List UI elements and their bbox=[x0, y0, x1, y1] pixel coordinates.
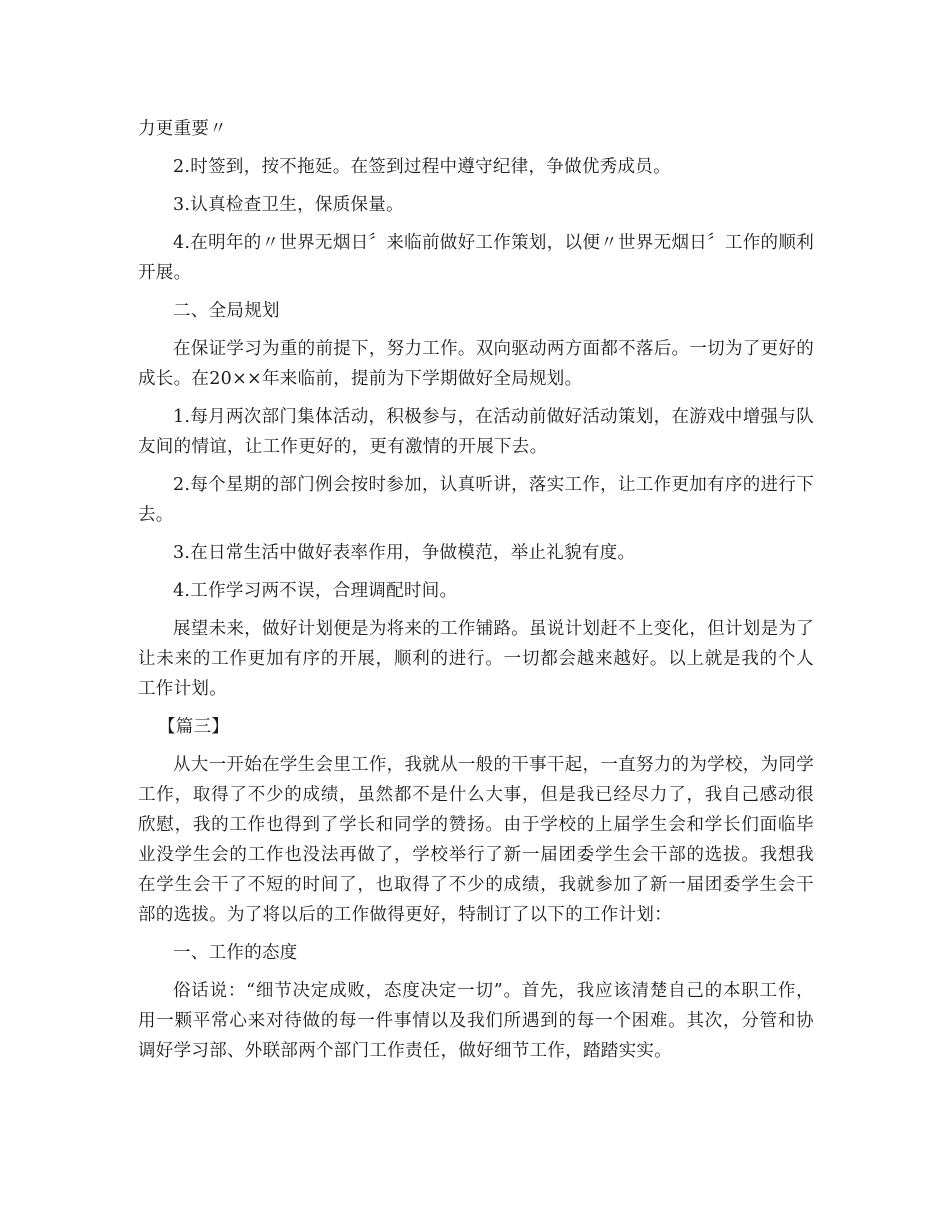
paragraph-plan-item-3: 3.在日常生活中做好表率作用，争做模范，举止礼貌有度。 bbox=[173, 543, 636, 563]
paragraph-plan-item-4: 4.工作学习两不误，合理调配时间。 bbox=[173, 581, 458, 601]
document-page bbox=[138, 114, 814, 1074]
paragraph-overall-plan-intro: 在保证学习为重的前提下，努力工作。双向驱动两方面都不落后。一切为了更好的成长。在20××年来临前，提前为下学期做好全局规划。 bbox=[138, 339, 814, 389]
paragraph-item-4: 4.在明年的〃世界无烟日〞来临前做好工作策划，以便〃世界无烟日〞工作的顺利开展。 bbox=[138, 233, 814, 283]
section-heading-work-attitude: 一、工作的态度 bbox=[173, 943, 298, 963]
paragraph-plan-item-2: 2.每个星期的部门例会按时参加，认真听讲，落实工作，让工作更加有序的进行下去。 bbox=[138, 475, 814, 525]
paragraph-outlook: 展望未来，做好计划便是为将来的工作铺路。虽说计划赶不上变化，但计划是为了让未来的工作更加有序的开展，顺利的进行。一切都会越来越好。以上就是我的个人工作计划。 bbox=[138, 619, 814, 699]
paragraph-item-2: 2.时签到，按不拖延。在签到过程中遵守纪律，争做优秀成员。 bbox=[173, 157, 671, 177]
paragraph-continuation: 力更重要〃 bbox=[138, 119, 227, 139]
paragraph-item-3: 3.认真检查卫生，保质保量。 bbox=[173, 195, 404, 215]
paragraph-plan-item-1: 1.每月两次部门集体活动，积极参与，在活动前做好活动策划，在游戏中增强与队友间的情谊，让工作更好的，更有激情的开展下去。 bbox=[138, 407, 814, 457]
section-title-part-three: 【篇三】 bbox=[158, 717, 230, 737]
section-heading-overall-plan: 二、全局规划 bbox=[173, 301, 280, 321]
paragraph-part-three-intro: 从大一开始在学生会里工作，我就从一般的干事干起，一直努力的为学校，为同学工作，取得了不少的成绩，虽然都不是什么大事，但是我已经尽力了，我自己感动很欣慰，我的工作也得到了学长和同学的赞扬。由于学校的上届学生会和学长们面临毕业没学生会的工作也没法再做了，学校举行了新一届团委学生会干部的选拔。我想我在学生会干了不短的时间了，也取得了不少的成绩，我就参加了新一届团委学生会干部的选拔。为了将以后的工作做得更好，特制订了以下的工作计划： bbox=[138, 755, 814, 925]
paragraph-work-attitude: 俗话说：“细节决定成败，态度决定一切”。首先，我应该清楚自己的本职工作，用一颗平常心来对待做的每一件事情以及我们所遇到的每一个困难。其次，分管和协调好学习部、外联部两个部门工作责任，做好细节工作，踏踏实实。 bbox=[138, 981, 814, 1061]
